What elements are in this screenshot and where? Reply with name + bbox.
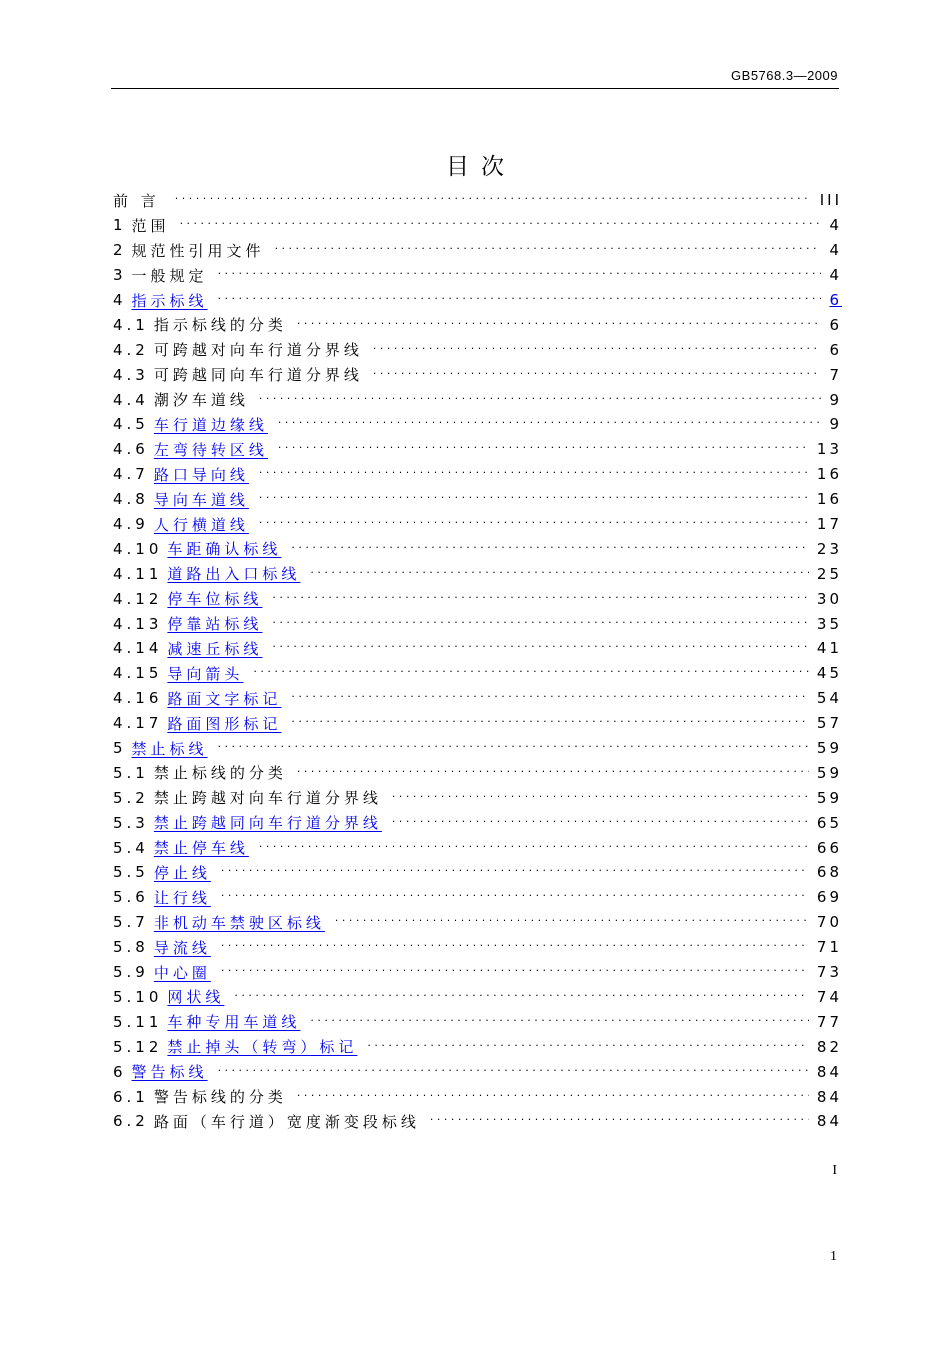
toc-entry-number: 1 [113,216,127,235]
toc-leader-dots [291,540,808,558]
toc-leader-dots [367,1038,808,1056]
toc-entry[interactable] [113,910,842,935]
toc-entry-number: 4.1 [113,315,149,334]
toc-entry-label: 可跨越对向车行道分界线 [153,341,363,360]
toc-leader-dots [275,241,822,259]
toc-entry[interactable] [113,985,842,1010]
toc-entry-number: 5.6 [113,888,149,907]
toc-entry-link[interactable]: 禁止掉头（转弯）标记 [167,1038,358,1057]
toc-entry [113,263,842,288]
toc-leader-dots [272,639,808,657]
toc-entry-page: 23 [816,539,842,558]
toc-entry-number: 4.16 [113,689,163,708]
toc-entry-link[interactable]: 左弯待转区线 [153,440,268,459]
toc-entry-number: 前 言 [113,191,160,210]
page-title: 目次 [446,154,516,180]
toc-entry-link[interactable]: 导向车道线 [153,490,249,509]
toc-entry-number: 4 [113,291,127,309]
toc-entry[interactable] [113,462,842,487]
toc-entry [113,337,842,362]
toc-entry-number: 4.9 [113,515,149,534]
toc-entry[interactable] [113,711,842,736]
toc-entry-page: 84 [816,1112,842,1131]
toc-entry [113,188,842,213]
toc-entry[interactable] [113,586,842,611]
toc-entry-link[interactable]: 禁止停车线 [153,839,249,858]
toc-entry-number: 5.7 [113,913,149,932]
toc-leader-dots [291,689,808,707]
toc-leader-dots [272,615,808,633]
toc-leader-dots [278,440,809,458]
toc-entry-number: 4.13 [113,614,163,633]
toc-entry [113,387,842,412]
toc-entry-page: 66 [816,838,842,857]
toc-leader-dots [253,664,808,682]
toc-entry-page: 68 [816,863,842,882]
toc-entry-number: 5.9 [113,963,149,982]
toc-leader-dots [297,316,822,334]
toc-leader-dots [373,366,822,384]
toc-entry[interactable] [113,661,842,686]
toc-entry-number: 5.8 [113,938,149,957]
toc-entry[interactable] [113,437,842,462]
toc-leader-dots [430,1112,809,1130]
toc-entry-number: 2 [113,241,127,260]
toc-entry-page: 4 [829,216,842,235]
toc-entry-number: 4.11 [113,564,163,583]
toc-entry-page: 9 [829,390,842,409]
toc-entry [113,1084,842,1109]
toc-leader-dots [221,863,809,881]
toc-entry[interactable] [113,611,842,636]
toc-entry-page: 35 [816,614,842,633]
header-rule [111,88,839,89]
toc-entry-page: 16 [816,490,842,509]
toc-entry-link[interactable]: 人行横道线 [153,515,249,534]
toc-entry-link[interactable]: 网状线 [167,988,225,1007]
toc-entry-number: 4.7 [113,465,149,484]
toc-leader-dots [310,565,808,583]
toc-leader-dots [272,590,808,608]
toc-entry-label: 指示标线的分类 [153,316,287,335]
toc-leader-dots [297,764,809,782]
toc-entry-link[interactable]: 导向箭头 [167,664,244,683]
toc-entry[interactable] [113,686,842,711]
toc-entry-link[interactable]: 导流线 [153,938,211,957]
toc-entry-link[interactable]: 让行线 [153,888,211,907]
toc-entry-number: 5.1 [113,763,149,782]
toc-entry-page: 30 [816,589,842,608]
toc-entry-number: 4.15 [113,664,163,683]
toc-entry-page: 84 [816,1062,842,1081]
toc-entry-number: 4.10 [113,539,163,558]
toc-leader-dots [175,191,812,209]
toc-entry-page: 59 [816,739,842,758]
toc-entry-number: 5.4 [113,838,149,857]
toc-entry [113,362,842,387]
toc-entry-page: 4 [829,266,842,285]
toc-entry-link[interactable]: 警告标线 [131,1063,208,1082]
toc-leader-dots [234,988,808,1006]
toc-list [113,188,842,1134]
toc-entry-link[interactable]: 非机动车禁驶区标线 [153,913,325,932]
toc-entry-page: 73 [816,963,842,982]
toc-entry[interactable] [113,288,842,313]
toc-entry-number: 6.1 [113,1087,149,1106]
toc-entry-number: 4.12 [113,589,163,608]
toc-entry[interactable] [113,412,842,437]
toc-entry[interactable] [113,835,842,860]
toc-entry-number: 5.3 [113,813,149,832]
toc-entry-page: 45 [816,664,842,683]
toc-entry-number: 5.5 [113,863,149,882]
toc-entry-label: 禁止标线的分类 [153,764,287,783]
toc-entry-page: 57 [816,714,842,733]
toc-entry[interactable] [113,536,842,561]
toc-entry-page: 84 [816,1087,842,1106]
toc-entry-label: 潮汐车道线 [153,391,249,410]
toc-entry [113,213,842,238]
toc-entry-page: 77 [816,1012,842,1031]
toc-leader-dots [218,739,809,757]
toc-entry-link[interactable]: 路面图形标记 [167,714,282,733]
toc-entry-number: 4.17 [113,714,163,733]
toc-entry-number: 4.6 [113,440,149,459]
toc-entry-page: 4 [829,241,842,260]
toc-entry-page: 25 [816,564,842,583]
page-number-arabic: 1 [830,1249,837,1264]
toc-entry-link[interactable]: 路面文字标记 [167,689,282,708]
toc-leader-dots [278,415,822,433]
toc-entry-link[interactable]: 停靠站标线 [167,615,263,634]
toc-entry-page: 69 [816,888,842,907]
toc-entry-number: 5.12 [113,1037,163,1056]
toc-leader-dots [392,789,809,807]
toc-entry-page: 17 [816,515,842,534]
toc-entry[interactable] [113,512,842,537]
toc-entry-link[interactable]: 减速丘标线 [167,639,263,658]
toc-leader-dots [335,913,809,931]
toc-entry [113,1109,842,1134]
toc-entry-number: 4.2 [113,340,149,359]
toc-entry[interactable] [113,960,842,985]
toc-entry[interactable] [113,736,842,761]
toc-entry-link[interactable]: 路口导向线 [153,465,249,484]
toc-entry-label: 路面（车行道）宽度渐变段标线 [153,1112,420,1131]
toc-entry [113,238,842,263]
toc-leader-dots [297,1088,809,1106]
toc-entry-link[interactable]: 中心圈 [153,963,211,982]
toc-leader-dots [259,391,822,409]
toc-entry-page: 71 [816,938,842,957]
toc-entry[interactable] [113,810,842,835]
toc-entry-page: 59 [816,763,842,782]
toc-leader-dots [392,814,809,832]
toc-entry-number: 5.11 [113,1012,163,1031]
toc-leader-dots [259,465,809,483]
toc-entry-page: 74 [816,987,842,1006]
toc-entry[interactable] [113,860,842,885]
toc-entry-link[interactable]: 车距确认标线 [167,540,282,559]
toc-leader-dots [221,938,809,956]
toc-entry-number: 4.3 [113,365,149,384]
toc-leader-dots [218,291,822,309]
toc-entry-page: 59 [816,788,842,807]
toc-entry-link[interactable]: 禁止标线 [131,739,208,758]
toc-leader-dots [218,1063,809,1081]
toc-entry-page: 9 [829,415,842,434]
toc-entry-page: 41 [816,639,842,658]
toc-entry-link[interactable]: 停车位标线 [167,590,263,609]
toc-entry-label: 一般规定 [131,266,208,285]
toc-entry[interactable] [113,636,842,661]
toc-entry-number: 4.4 [113,390,149,409]
toc-leader-dots [373,341,822,359]
toc-entry-page: 6 [829,340,842,359]
toc-entry[interactable] [113,1059,842,1084]
toc-entry-page: III [819,191,842,210]
page-number-roman: I [832,1163,837,1178]
toc-entry-page: 70 [816,913,842,932]
toc-entry[interactable] [113,487,842,512]
toc-entry [113,785,842,810]
toc-leader-dots [218,266,822,284]
toc-entry-number: 4.8 [113,490,149,509]
toc-entry[interactable] [113,561,842,586]
toc-entry-label: 警告标线的分类 [153,1088,287,1106]
toc-entry-page: 7 [829,365,842,384]
toc-leader-dots [259,515,809,533]
toc-entry-label: 禁止跨越对向车行道分界线 [153,789,382,808]
toc-entry [113,312,842,337]
standard-code: GB5768.3—2009 [731,68,838,83]
toc-entry[interactable] [113,935,842,960]
toc-entry-link[interactable]: 车行道边缘线 [153,415,268,434]
toc-leader-dots [259,490,809,508]
toc-entry-number: 5.2 [113,788,149,807]
toc-entry[interactable] [113,885,842,910]
toc-entry-page: 82 [816,1037,842,1056]
toc-entry-label: 范围 [131,216,170,235]
toc-entry[interactable] [113,1009,842,1034]
toc-entry-number: 5 [113,739,127,758]
toc-entry-page: 54 [816,689,842,708]
toc-entry-page: 13 [816,440,842,459]
toc-leader-dots [221,963,809,981]
toc-entry-label: 可跨越同向车行道分界线 [153,366,363,385]
toc-entry-number: 3 [113,266,127,285]
toc-leader-dots [221,888,809,906]
toc-entry-number: 5.10 [113,987,163,1006]
toc-entry-page: 65 [816,813,842,832]
toc-entry-link[interactable]: 停止线 [153,863,211,882]
toc-entry-link[interactable]: 指示标线 [131,291,208,310]
toc-entry-page[interactable]: 6 [829,291,842,309]
toc-entry-link[interactable]: 禁止跨越同向车行道分界线 [153,814,382,833]
toc-entry-number: 6 [113,1062,127,1081]
toc-leader-dots [291,714,808,732]
toc-entry-number: 6.2 [113,1112,149,1131]
toc-entry-number: 4.14 [113,639,163,658]
toc-entry [113,760,842,785]
toc-leader-dots [259,839,809,857]
toc-entry-link[interactable]: 车种专用车道线 [167,1013,301,1032]
toc-leader-dots [180,216,822,234]
toc-entry[interactable] [113,1034,842,1059]
toc-entry-link[interactable]: 道路出入口标线 [167,565,301,584]
toc-leader-dots [310,1013,808,1031]
toc-entry-page: 16 [816,465,842,484]
toc-entry-number: 4.5 [113,415,149,434]
toc-entry-page: 6 [829,315,842,334]
toc-entry-label: 规范性引用文件 [131,241,265,260]
